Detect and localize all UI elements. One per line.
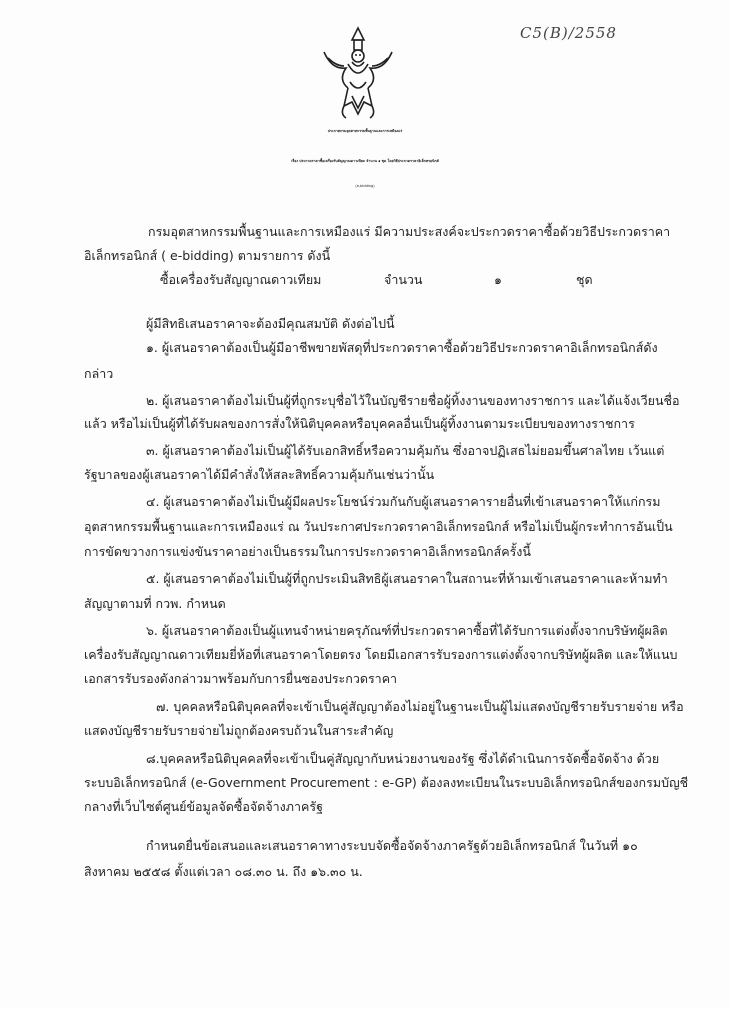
qualification-1-line-2: กล่าว <box>84 366 114 381</box>
submission-line-2: สิงหาคม ๒๕๕๘ ตั้งแต่เวลา ๐๘.๓๐ น. ถึง ๑๖.๓๐ น. <box>84 864 363 879</box>
item-name: ซื้อเครื่องรับสัญญาณดาวเทียม <box>160 272 322 287</box>
reference-note: C5(B)/2558 <box>520 24 617 42</box>
qualification-8-line-3: กลางที่เว็บไซต์ศูนย์ข้อมูลจัดซื้อจัดจ้างภาครัฐ <box>84 799 324 814</box>
submission-line-1: กำหนดยื่นข้อเสนอและเสนอราคาทางระบบจัดซื้อจัดจ้างภาครัฐด้วยอิเล็กทรอนิกส์ ในวันที่ ๑๐ <box>146 838 638 853</box>
qualification-5-line-2: สัญญาตามที่ กวพ. กำหนด <box>84 596 226 611</box>
qualification-6-line-1: ๖. ผู้เสนอราคาต้องเป็นผู้แทนจำหน่ายครุภัณฑ์ที่ประกวดราคาซื้อที่ได้รับการแต่งตั้งจากบริษัทผู้ผลิต <box>146 623 668 638</box>
item-unit: ชุด <box>576 272 593 287</box>
qualification-7-line-2: แสดงบัญชีรายรับรายจ่ายไม่ถูกต้องครบถ้วนในสาระสำคัญ <box>84 723 394 738</box>
qualification-3-line-2: รัฐบาลของผู้เสนอราคาได้มีคำสั่งให้สละสิทธิ์ความคุ้มกันเช่นว่านั้น <box>84 467 435 482</box>
qualification-8-line-1: ๘.บุคคลหรือนิติบุคคลที่จะเข้าเป็นคู่สัญญากับหน่วยงานของรัฐ ซึ่งได้ดำเนินการจัดซื้อจัดจ้าง ด้วย <box>146 751 660 766</box>
announcement-method: (e-bidding) <box>355 184 375 188</box>
qualification-2-line-2: แล้ว หรือไม่เป็นผู้ที่ได้รับผลของการสั่งให้นิติบุคคลหรือบุคคลอื่นเป็นผู้ทิ้งงานตามระเบียบของทางราชการ <box>84 416 635 431</box>
qualification-7-line-1: ๗. บุคคลหรือนิติบุคคลที่จะเข้าเป็นคู่สัญญาต้องไม่อยู่ในฐานะเป็นผู้ไม่แสดงบัญชีรายรับรายจ่าย หรือ <box>156 699 684 714</box>
qualification-5-line-1: ๕. ผู้เสนอราคาต้องไม่เป็นผู้ที่ถูกประเมินสิทธิผู้เสนอราคาในสถานะที่ห้ามเข้าเสนอราคาและห้ามทำ <box>146 571 668 586</box>
intro-line-2: อิเล็กทรอนิกส์ ( e-bidding) ตามรายการ ดังนี้ <box>84 248 331 263</box>
item-qty-label: จำนวน <box>384 272 423 287</box>
qualification-8-line-2: ระบบอิเล็กทรอนิกส์ (e-Government Procurement : e-GP) ต้องลงทะเบียนในระบบอิเล็กทรอนิกส์ของกรมบัญชี <box>84 775 689 790</box>
qualification-3-line-1: ๓. ผู้เสนอราคาต้องไม่เป็นผู้ได้รับเอกสิทธิ์หรือความคุ้มกัน ซึ่งอาจปฏิเสธไม่ยอมขึ้นศาลไทย เว้นแต่ <box>146 443 665 458</box>
garuda-emblem <box>318 22 398 122</box>
qualification-6-line-3: เอกสารรับรองดังกล่าวมาพร้อมกับการยื่นซองประกวดราคา <box>84 671 398 686</box>
qualification-6-line-2: เครื่องรับสัญญาณดาวเทียมยี่ห้อที่เสนอราคาโดยตรง โดยมีเอกสารรับรองการแต่งตั้งจากบริษัทผู้ผลิต และให้แนบ <box>84 647 678 662</box>
qualification-4-line-2: อุตสาหกรรมพื้นฐานและการเหมืองแร่ ณ วันประกาศประกวดราคาอิเล็กทรอนิกส์ หรือไม่เป็นผู้กระทำการอันเป็น <box>84 519 673 534</box>
qualification-4-line-1: ๔. ผู้เสนอราคาต้องไม่เป็นผู้มีผลประโยชน์ร่วมกันกับผู้เสนอราคารายอื่นที่เข้าเสนอราคาให้แก่กรม <box>146 494 661 509</box>
qualification-1-line-1: ๑. ผู้เสนอราคาต้องเป็นผู้มีอาชีพขายพัสดุที่ประกวดราคาซื้อด้วยวิธีประกวดราคาอิเล็กทรอนิกส์ดัง <box>146 340 658 355</box>
qualifications-heading: ผู้มีสิทธิเสนอราคาจะต้องมีคุณสมบัติ ดังต่อไปนี้ <box>146 316 395 331</box>
qualification-4-line-3: การขัดขวางการแข่งขันราคาอย่างเป็นธรรมในการประกวดราคาอิเล็กทรอนิกส์ครั้งนี้ <box>84 544 531 559</box>
qualification-2-line-1: ๒. ผู้เสนอราคาต้องไม่เป็นผู้ที่ถูกระบุชื่อไว้ในบัญชีรายชื่อผู้ทิ้งงานของทางราชการ และได้แจ้งเวียนชื่อ <box>146 393 680 408</box>
announcement-agency: ประกาศกรมอุตสาหกรรมพื้นฐานและการเหมืองแร่ <box>327 129 403 133</box>
announcement-subject: เรื่อง ประกวดราคาซื้อเครื่องรับสัญญาณดาวเทียม จำนวน ๑ ชุด โดยวิธีประกวดราคาอิเล็กทรอนิกส์ <box>291 159 439 163</box>
intro-line-1: กรมอุตสาหกรรมพื้นฐานและการเหมืองแร่ มีความประสงค์จะประกวดราคาซื้อด้วยวิธีประกวดราคา <box>148 224 671 239</box>
item-qty: ๑ <box>494 272 502 287</box>
